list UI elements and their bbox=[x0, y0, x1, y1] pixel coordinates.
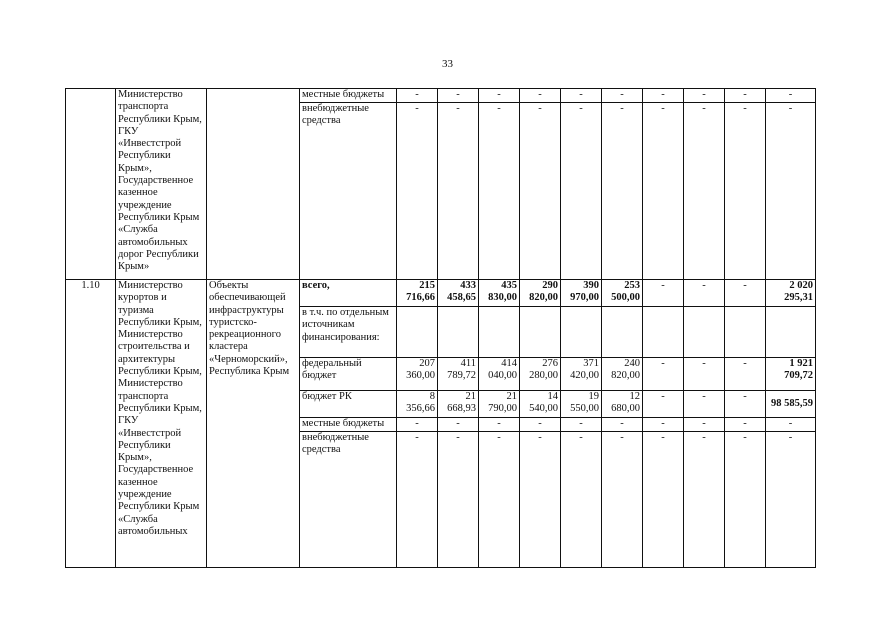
value-cell: - bbox=[643, 280, 684, 307]
value-cell: - bbox=[479, 103, 520, 280]
value-cell: - bbox=[643, 358, 684, 391]
value-cell bbox=[725, 307, 766, 358]
source-cell: всего, bbox=[300, 280, 397, 307]
value-cell: 14 540,00 bbox=[520, 391, 561, 418]
value-cell: - bbox=[438, 418, 479, 432]
object-cell: Объекты обеспечивающей инфраструктуры туристско-рекреационного кластера «Черноморский», Республика Крым bbox=[207, 280, 300, 568]
value-cell: - bbox=[397, 103, 438, 280]
value-cell: - bbox=[479, 89, 520, 103]
total-cell: - bbox=[766, 418, 816, 432]
total-cell: - bbox=[766, 432, 816, 568]
value-cell: - bbox=[561, 432, 602, 568]
value-cell bbox=[520, 307, 561, 358]
value-cell: 253 500,00 bbox=[602, 280, 643, 307]
value-cell: - bbox=[725, 103, 766, 280]
value-cell: - bbox=[438, 103, 479, 280]
value-cell: - bbox=[438, 432, 479, 568]
value-cell: - bbox=[397, 89, 438, 103]
total-cell: 98 585,59 bbox=[766, 391, 816, 418]
value-cell: 290 820,00 bbox=[520, 280, 561, 307]
value-cell bbox=[438, 307, 479, 358]
value-cell: - bbox=[725, 89, 766, 103]
value-cell: - bbox=[438, 89, 479, 103]
value-cell: - bbox=[479, 432, 520, 568]
value-cell: 390 970,00 bbox=[561, 280, 602, 307]
value-cell: 435 830,00 bbox=[479, 280, 520, 307]
total-cell: 1 921 709,72 bbox=[766, 358, 816, 391]
value-cell: 19 550,00 bbox=[561, 391, 602, 418]
value-cell: - bbox=[684, 358, 725, 391]
source-cell: федеральный бюджет bbox=[300, 358, 397, 391]
value-cell: - bbox=[643, 418, 684, 432]
value-cell bbox=[684, 307, 725, 358]
value-cell: 207 360,00 bbox=[397, 358, 438, 391]
value-cell: 240 820,00 bbox=[602, 358, 643, 391]
value-cell bbox=[602, 307, 643, 358]
value-cell bbox=[479, 307, 520, 358]
total-cell: 2 020 295,31 bbox=[766, 280, 816, 307]
value-cell: 12 680,00 bbox=[602, 391, 643, 418]
value-cell: - bbox=[602, 103, 643, 280]
item-number-cell bbox=[66, 89, 116, 280]
source-cell: внебюджетные средства bbox=[300, 432, 397, 568]
value-cell: 8 356,66 bbox=[397, 391, 438, 418]
value-cell: - bbox=[725, 391, 766, 418]
value-cell: 21 668,93 bbox=[438, 391, 479, 418]
value-cell: - bbox=[397, 418, 438, 432]
value-cell: - bbox=[725, 358, 766, 391]
source-cell: бюджет РК bbox=[300, 391, 397, 418]
value-cell bbox=[561, 307, 602, 358]
value-cell: 411 789,72 bbox=[438, 358, 479, 391]
executor-cell: Министерство курортов и туризма Республики Крым, Министерство строительства и архитектуры Республики Крым, Министерство транспорта Республики Крым, ГКУ «Инвестстрой Республики Крым», Государственное казенное учреждение Республики Крым «Служба автомобильных bbox=[116, 280, 207, 568]
value-cell: - bbox=[684, 391, 725, 418]
total-cell bbox=[766, 307, 816, 358]
value-cell: - bbox=[479, 418, 520, 432]
value-cell: - bbox=[643, 103, 684, 280]
value-cell: - bbox=[602, 432, 643, 568]
value-cell: - bbox=[520, 89, 561, 103]
value-cell: - bbox=[561, 103, 602, 280]
budget-table bbox=[65, 88, 816, 568]
value-cell: 21 790,00 bbox=[479, 391, 520, 418]
value-cell: 414 040,00 bbox=[479, 358, 520, 391]
value-cell: - bbox=[725, 280, 766, 307]
value-cell: - bbox=[725, 432, 766, 568]
value-cell: - bbox=[520, 432, 561, 568]
value-cell: - bbox=[602, 89, 643, 103]
value-cell: - bbox=[643, 89, 684, 103]
source-cell: в т.ч. по отдельным источникам финансирования: bbox=[300, 307, 397, 358]
table-row bbox=[66, 89, 816, 103]
value-cell: - bbox=[561, 89, 602, 103]
source-cell: внебюджетные средства bbox=[300, 103, 397, 280]
value-cell: - bbox=[397, 432, 438, 568]
value-cell: - bbox=[602, 418, 643, 432]
value-cell: - bbox=[684, 418, 725, 432]
table-row bbox=[66, 280, 816, 307]
object-cell bbox=[207, 89, 300, 280]
source-cell: местные бюджеты bbox=[300, 89, 397, 103]
total-cell: - bbox=[766, 89, 816, 103]
value-cell: - bbox=[684, 103, 725, 280]
value-cell bbox=[643, 307, 684, 358]
page-number: 33 bbox=[442, 58, 453, 70]
value-cell: - bbox=[684, 89, 725, 103]
value-cell: - bbox=[643, 432, 684, 568]
item-number-cell: 1.10 bbox=[66, 280, 116, 568]
value-cell: - bbox=[520, 418, 561, 432]
value-cell: - bbox=[561, 418, 602, 432]
value-cell: - bbox=[520, 103, 561, 280]
value-cell: 371 420,00 bbox=[561, 358, 602, 391]
value-cell: 215 716,66 bbox=[397, 280, 438, 307]
value-cell: 433 458,65 bbox=[438, 280, 479, 307]
executor-cell: Министерство транспорта Республики Крым, ГКУ «Инвестстрой Республики Крым», Государственное казенное учреждение Республики Крым «Служба автомобильных дорог Республики Крым» bbox=[116, 89, 207, 280]
total-cell: - bbox=[766, 103, 816, 280]
value-cell: 276 280,00 bbox=[520, 358, 561, 391]
source-cell: местные бюджеты bbox=[300, 418, 397, 432]
value-cell bbox=[397, 307, 438, 358]
value-cell: - bbox=[684, 280, 725, 307]
value-cell: - bbox=[684, 432, 725, 568]
value-cell: - bbox=[643, 391, 684, 418]
value-cell: - bbox=[725, 418, 766, 432]
